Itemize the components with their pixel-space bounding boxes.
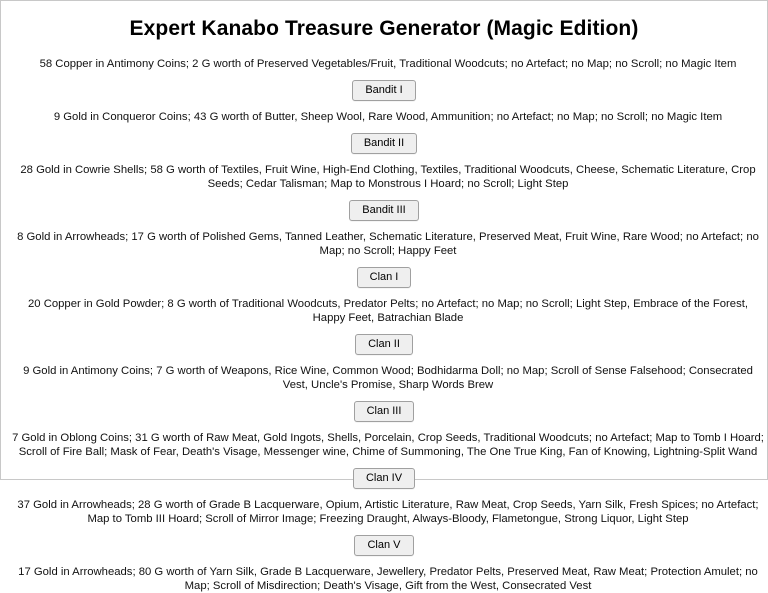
treasure-entry-text: 28 Gold in Cowrie Shells; 58 G worth of Textiles, Fruit Wine, High-End Clothing, Textiles, Traditional Woodcuts, Cheese, Schematic Literature, Crop Seeds; Cedar Talisman; Map to Monstrous I Hoard; no Scroll; Light Step <box>20 164 756 190</box>
treasure-entry-text: 9 Gold in Conqueror Coins; 43 G worth of Butter, Sheep Wool, Rare Wood, Ammunition; no Artefact; no Map; no Scroll; no Magic Item <box>53 111 723 123</box>
button-row <box>11 133 757 154</box>
treasure-entry-text: 8 Gold in Arrowheads; 17 G worth of Polished Gems, Tanned Leather, Schematic Literature, Preserved Meat, Fruit Wine, Rare Wood; no Artefact; no Map; no Scroll; Happy Feet <box>17 231 759 257</box>
generate-button-bandit-iii[interactable]: Bandit III <box>349 200 418 221</box>
generate-button-bandit-i[interactable]: Bandit I <box>352 80 415 101</box>
generate-button-clan-v[interactable]: Clan V <box>354 535 413 556</box>
treasure-entry-text: 58 Copper in Antimony Coins; 2 G worth of Preserved Vegetables/Fruit, Traditional Woodcuts; no Artefact; no Map; no Scroll; no Magic Item <box>39 58 737 70</box>
button-row <box>11 200 757 221</box>
button-row <box>11 468 757 489</box>
treasure-entry-text: 9 Gold in Antimony Coins; 7 G worth of Weapons, Rice Wine, Common Wood; Bodhidarma Doll; no Map; Scroll of Sense Falsehood; Consecrated Vest, Uncle's Promise, Sharp Words Brew <box>23 365 753 391</box>
generate-button-clan-ii[interactable]: Clan II <box>355 334 413 355</box>
generate-button-clan-i[interactable]: Clan I <box>357 267 412 288</box>
treasure-entry-text: 7 Gold in Oblong Coins; 31 G worth of Raw Meat, Gold Ingots, Shells, Porcelain, Crop Seeds, Traditional Woodcuts; no Artefact; Map to Tomb I Hoard; Scroll of Fire Ball; Mask of Fear, Death's Visage, Messenger wine, Chime of Summoning, The One True King, Fan of Knowing, Lightning-Split Wand <box>12 432 764 458</box>
generate-button-bandit-ii[interactable]: Bandit II <box>351 133 417 154</box>
button-row <box>11 334 757 355</box>
button-row <box>11 535 757 556</box>
button-row <box>11 267 757 288</box>
button-row <box>11 80 757 101</box>
page-title: Expert Kanabo Treasure Generator (Magic Edition) <box>129 17 639 40</box>
generate-button-clan-iv[interactable]: Clan IV <box>353 468 415 489</box>
treasure-entry-text: 17 Gold in Arrowheads; 80 G worth of Yarn Silk, Grade B Lacquerware, Jewellery, Predator Pelts, Preserved Meat, Raw Meat; Protection Amulet; no Map; Scroll of Misdirection; Death's Visage, Gift from the West, Consecrated Vest <box>18 566 758 592</box>
treasure-entry-text: 37 Gold in Arrowheads; 28 G worth of Grade B Lacquerware, Opium, Artistic Literature, Raw Meat, Crop Seeds, Yarn Silk, Fresh Spices; no Artefact; Map to Tomb III Hoard; Scroll of Mirror Image; Freezing Draught, Always-Bloody, Flametongue, Strong Liquor, Light Step <box>17 499 759 525</box>
button-row <box>11 401 757 422</box>
treasure-entry-text: 20 Copper in Gold Powder; 8 G worth of Traditional Woodcuts, Predator Pelts; no Artefact; no Map; no Scroll; Light Step, Embrace of the Forest, Happy Feet, Batrachian Blade <box>27 298 749 324</box>
generate-button-clan-iii[interactable]: Clan III <box>354 401 415 422</box>
